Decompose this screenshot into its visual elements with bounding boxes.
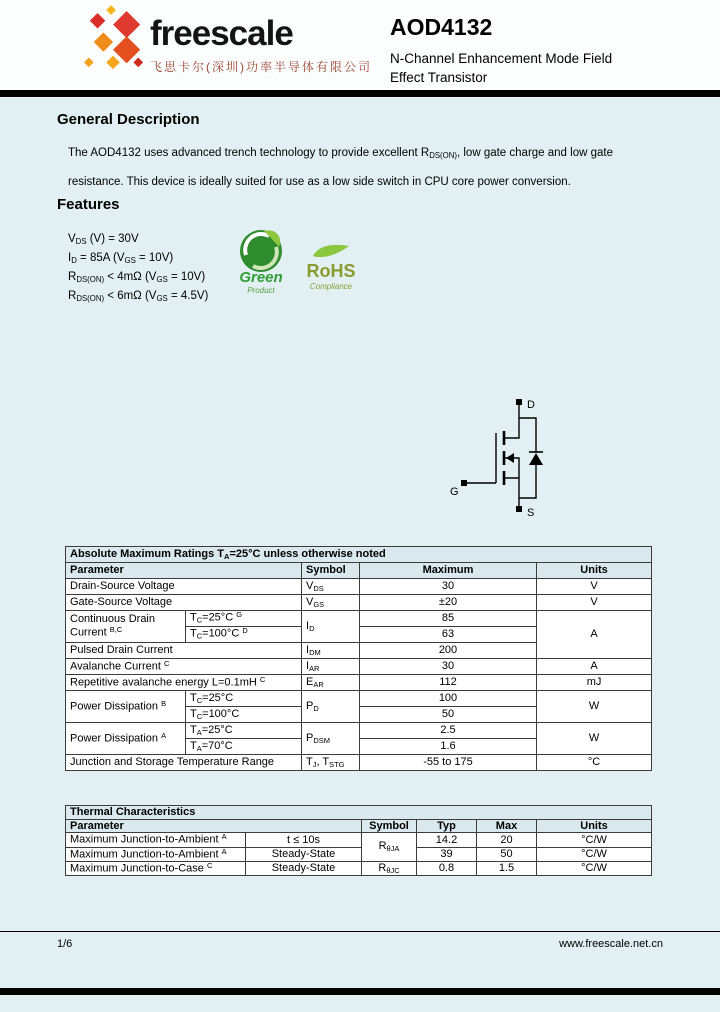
table-row [66, 691, 652, 707]
value-cell: 39 [417, 847, 477, 861]
general-description-text [68, 140, 662, 195]
condition-cell: t ≤ 10s [246, 833, 362, 847]
text-segment: =100°C [202, 707, 240, 720]
param-cell: Drain-Source Voltage [66, 579, 302, 595]
text-segment: < 6mΩ (V [104, 289, 157, 302]
text-segment: , low gate charge and low gate resistance. This device is ideally suited for use as a low side switch in CPU core power conversion. [68, 147, 613, 188]
condition-cell [186, 739, 302, 755]
symbol-text: R [378, 862, 387, 875]
subscript: GS [156, 293, 168, 303]
text-segment: Power Dissipation [70, 732, 162, 745]
thermal-title: Thermal Characteristics [66, 806, 652, 820]
value-cell: 85 [360, 611, 537, 627]
table-row [66, 723, 652, 739]
units-cell: V [537, 579, 652, 595]
symbol-subscript: DM [309, 647, 321, 657]
header-divider-bar [0, 90, 720, 97]
absolute-maximum-ratings-table [65, 546, 652, 771]
symbol-subscript: D [313, 703, 319, 713]
subscript: C [196, 616, 203, 625]
text-segment: Avalanche Current [70, 660, 164, 673]
units-cell: A [537, 611, 652, 659]
condition-cell: Steady-State [246, 862, 362, 876]
subscript: DS [75, 236, 87, 246]
text-segment: =25°C unless otherwise noted [229, 547, 386, 560]
subscript: C [196, 695, 203, 705]
subscript: DS(ON) [76, 293, 105, 303]
condition-cell [186, 611, 302, 627]
table-header-row [66, 563, 652, 579]
text-segment: T [190, 612, 197, 625]
superscript: G [236, 610, 243, 620]
brand-wordmark: freescale [150, 14, 293, 53]
footer [57, 938, 663, 950]
param-cell [66, 833, 246, 847]
table-row [66, 862, 652, 876]
text-segment: = 85A (V [76, 251, 125, 264]
value-cell: 14.2 [417, 833, 477, 847]
symbol-subscript: DS [313, 583, 324, 593]
col-header-typ: Typ [417, 819, 477, 833]
footer-divider-bar [0, 988, 720, 995]
symbol-cell [302, 723, 360, 755]
text-segment: = 4.5V) [167, 289, 209, 302]
compliance-badges [232, 228, 366, 295]
col-header-parameter: Parameter [66, 563, 302, 579]
units-cell: mJ [537, 675, 652, 691]
param-cell [66, 847, 246, 861]
subscript: A [196, 743, 202, 753]
condition-cell [186, 691, 302, 707]
value-cell: 100 [360, 691, 537, 707]
text-segment: < 4mΩ (V [104, 270, 157, 283]
feature-item [68, 231, 208, 250]
rohs-badge [296, 242, 366, 295]
features-list [68, 231, 208, 307]
value-cell: 30 [360, 579, 537, 595]
superscript: B [161, 698, 167, 708]
green-product-badge [232, 228, 290, 295]
symbol-subscript: DSM [313, 735, 330, 745]
brand-chinese-name: 飞思卡尔(深圳)功率半导体有限公司 [150, 60, 372, 74]
value-cell: 112 [360, 675, 537, 691]
param-cell [66, 611, 186, 643]
symbol-cell [302, 579, 360, 595]
text-segment: R [68, 270, 77, 283]
value-cell: 1.6 [360, 739, 537, 755]
title-block [390, 14, 690, 87]
superscript: D [242, 626, 248, 636]
param-cell [66, 659, 302, 675]
text-segment: Maximum Junction-to-Ambient [70, 848, 222, 861]
green-recycle-icon [238, 228, 284, 274]
subscript: DS(ON) [76, 274, 105, 284]
symbol-text: , T [316, 755, 330, 768]
table-title-row [66, 547, 652, 563]
symbol-text: V [306, 595, 314, 608]
table-header-row [66, 819, 652, 833]
text-segment: T [190, 628, 197, 641]
value-cell: 200 [360, 643, 537, 659]
symbol-subscript: θJC [386, 865, 400, 875]
drain-label: D [527, 399, 535, 411]
general-description-heading: General Description [57, 111, 200, 128]
value-cell: 63 [360, 627, 537, 643]
col-header-max: Max [477, 819, 537, 833]
gate-label: G [450, 486, 459, 498]
header [0, 0, 720, 90]
text-segment: T [190, 723, 197, 736]
text-segment: = 10V) [167, 270, 206, 283]
subscript: DS(ON) [429, 150, 457, 160]
freescale-logo-icon [84, 4, 146, 80]
text-segment: =25°C [202, 612, 237, 625]
subscript: D [71, 255, 77, 265]
value-cell: 1.5 [477, 862, 537, 876]
col-header-units: Units [537, 563, 652, 579]
symbol-subscript: STG [329, 759, 345, 769]
symbol-text: I [306, 659, 310, 672]
superscript: C [259, 674, 266, 684]
text-segment: =100°C [202, 628, 243, 641]
units-cell: W [537, 691, 652, 723]
footer-divider [0, 931, 720, 932]
text-segment: Maximum Junction-to-Ambient [70, 834, 222, 847]
leaf-icon [311, 242, 351, 258]
text-segment: I [68, 251, 72, 264]
symbol-text: I [306, 643, 310, 656]
col-header-symbol: Symbol [362, 819, 417, 833]
table-row [66, 755, 652, 771]
text-segment: Maximum Junction-to-Case [70, 862, 207, 875]
col-header-symbol: Symbol [302, 563, 360, 579]
param-cell [66, 675, 302, 691]
subscript: C [196, 632, 203, 641]
body-diode [529, 453, 543, 465]
table-row [66, 675, 652, 691]
text-segment: =70°C [201, 739, 233, 752]
green-sub-label: Product [247, 286, 275, 295]
param-cell: Junction and Storage Temperature Range [66, 755, 302, 771]
subscript: GS [124, 255, 136, 265]
units-cell: V [537, 595, 652, 611]
text-segment: = 10V) [135, 251, 174, 264]
symbol-subscript: AR [309, 663, 320, 673]
condition-cell [186, 707, 302, 723]
symbol-text: I [306, 619, 310, 632]
symbol-cell [302, 755, 360, 771]
text-segment: =25°C [201, 723, 233, 736]
param-cell [66, 862, 246, 876]
symbol-subscript: J [312, 759, 317, 769]
table-row [66, 833, 652, 847]
superscript: A [221, 846, 227, 856]
units-cell: A [537, 659, 652, 675]
param-cell: Pulsed Drain Current [66, 643, 302, 659]
feature-item [68, 269, 208, 288]
part-number: AOD4132 [390, 14, 493, 40]
text-segment: T [190, 691, 197, 704]
units-cell: °C/W [537, 847, 652, 861]
mosfet-symbol [450, 388, 570, 523]
units-cell: °C/W [537, 833, 652, 847]
table-title-row [66, 806, 652, 820]
text-segment: V [68, 233, 76, 245]
symbol-cell [362, 833, 417, 862]
text-segment: =25°C [202, 691, 234, 704]
page-number: 1/6 [57, 938, 73, 950]
rohs-sub-label: Compliance [309, 282, 353, 291]
symbol-cell [302, 611, 360, 643]
text-segment: R [68, 289, 77, 302]
subscript: C [196, 711, 203, 721]
text-segment: T [190, 707, 197, 720]
symbol-text: P [306, 731, 314, 744]
brand-text-block [150, 4, 372, 75]
text-segment: Absolute Maximum Ratings T [70, 547, 225, 560]
part-subtitle: N-Channel Enhancement Mode Field Effect Transistor [390, 51, 613, 85]
symbol-cell [362, 862, 417, 876]
text-segment: T [190, 739, 197, 752]
table-row [66, 595, 652, 611]
col-header-parameter: Parameter [66, 819, 362, 833]
feature-item [68, 250, 208, 269]
symbol-subscript: θJA [386, 844, 400, 854]
text-segment: Power Dissipation [70, 700, 162, 713]
units-cell: W [537, 723, 652, 755]
table-row [66, 659, 652, 675]
features-heading: Features [57, 196, 120, 213]
feature-item [68, 288, 208, 307]
param-cell [66, 691, 186, 723]
symbol-text: V [306, 579, 314, 592]
symbol-cell [302, 643, 360, 659]
symbol-subscript: D [309, 623, 315, 633]
superscript: C [206, 861, 213, 871]
symbol-text: R [378, 840, 387, 853]
param-cell: Gate-Source Voltage [66, 595, 302, 611]
symbol-cell [302, 595, 360, 611]
subscript: A [224, 551, 230, 561]
superscript: B,C [109, 625, 123, 635]
thermal-characteristics-table [65, 805, 652, 876]
symbol-cell [302, 691, 360, 723]
text-segment: (V) = 30V [86, 233, 139, 245]
symbol-cell [302, 675, 360, 691]
symbol-subscript: AR [313, 679, 324, 689]
superscript: C [163, 658, 170, 668]
value-cell: -55 to 175 [360, 755, 537, 771]
value-cell: 0.8 [417, 862, 477, 876]
symbol-text: E [306, 675, 314, 688]
body-arrow [506, 453, 514, 463]
symbol-text: P [306, 699, 314, 712]
col-header-units: Units [537, 819, 652, 833]
superscript: A [161, 730, 167, 740]
table-row [66, 611, 652, 627]
amr-title [66, 547, 652, 563]
symbol-cell [302, 659, 360, 675]
condition-cell: Steady-State [246, 847, 362, 861]
green-label: Green [239, 269, 283, 286]
units-cell: °C/W [537, 862, 652, 876]
rohs-label: RoHS [306, 261, 356, 281]
value-cell: 50 [360, 707, 537, 723]
website-url: www.freescale.net.cn [559, 938, 663, 950]
col-header-maximum: Maximum [360, 563, 537, 579]
symbol-text: T [306, 755, 313, 768]
subscript: A [196, 727, 202, 737]
superscript: A [221, 832, 227, 842]
source-label: S [527, 507, 535, 519]
text-segment: Continuous Drain Current [70, 613, 155, 639]
param-cell [66, 723, 186, 755]
symbol-subscript: GS [313, 599, 325, 609]
table-row [66, 847, 652, 861]
table-row [66, 579, 652, 595]
condition-cell [186, 627, 302, 643]
brand-block [84, 4, 372, 80]
value-cell: 20 [477, 833, 537, 847]
value-cell: 2.5 [360, 723, 537, 739]
text-segment: The AOD4132 uses advanced trench technology to provide excellent R [68, 147, 430, 159]
units-cell: °C [537, 755, 652, 771]
value-cell: 50 [477, 847, 537, 861]
condition-cell [186, 723, 302, 739]
text-segment: Repetitive avalanche energy L=0.1mH [70, 676, 260, 689]
value-cell: 30 [360, 659, 537, 675]
value-cell: ±20 [360, 595, 537, 611]
subscript: GS [156, 274, 168, 284]
